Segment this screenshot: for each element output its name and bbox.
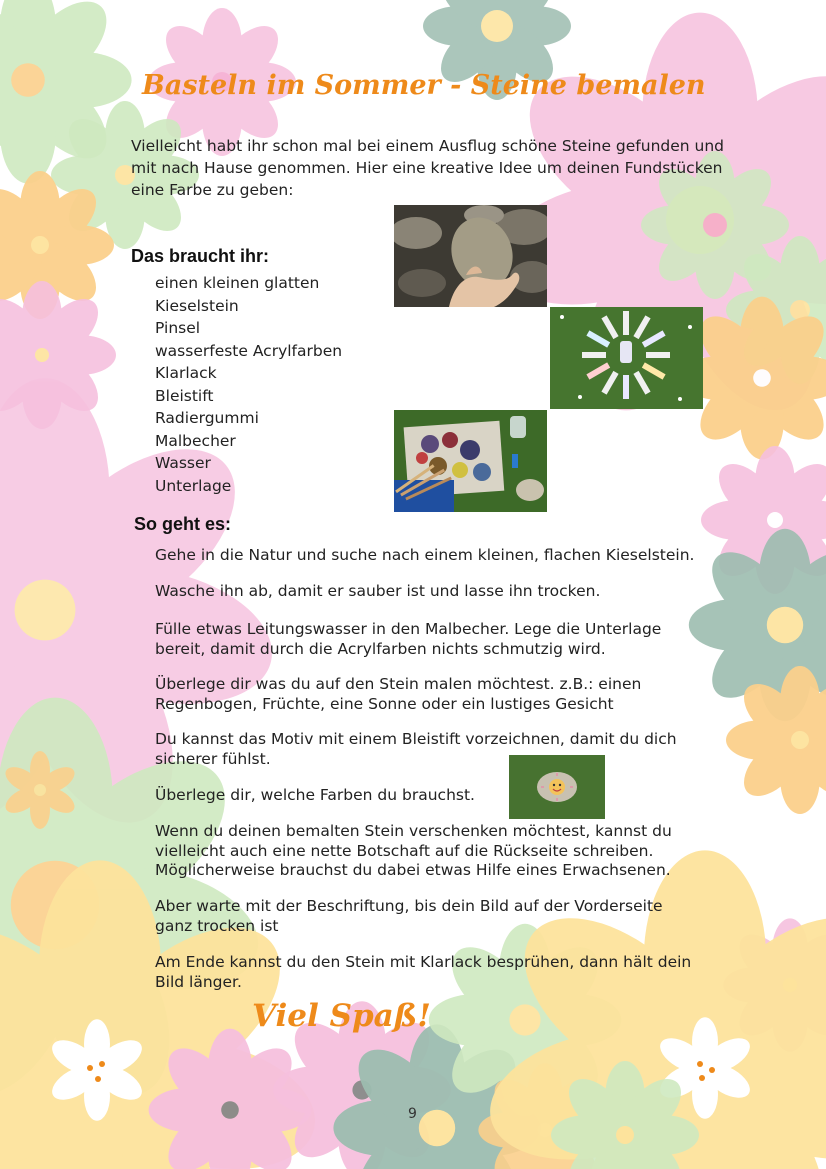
dot-orange-2 [99, 1061, 105, 1067]
list-item: Radiergummi [155, 409, 259, 427]
closing-message: Viel Spaß! [252, 998, 431, 1034]
materials-list [155, 272, 342, 497]
intro-paragraph: Vielleicht habt ihr schon mal bei einem Ausflug schöne Steine gefunden und mit nach Hause genommen. Hier eine kreative Idee um deinen Fundstücken eine Farbe zu geben: [131, 137, 725, 199]
step-6: Überlege dir, welche Farben du brauchst. [155, 786, 475, 804]
dot-orange-4 [697, 1061, 703, 1067]
list-item: Kieselstein [155, 296, 239, 315]
instructions-heading: So geht es: [134, 514, 232, 534]
step-8: Aber warte mit der Beschriftung, bis dein Bild auf der Vorderseite ganz trocken ist [155, 897, 663, 935]
step-9: Am Ende kannst du den Stein mit Klarlack besprühen, dann hält dein Bild länger. [155, 953, 692, 991]
dot-orange-3 [95, 1076, 101, 1082]
step-7: Wenn du deinen bemalten Stein verschenken möchtest, kannst du vielleicht auch eine nette Botschaft auf die Rückseite schreiben. Möglicherweise brauchst du dabei etwas Hilfe eines Erwachsenen. [155, 822, 672, 879]
list-item: einen kleinen glatten [155, 274, 320, 292]
step-5: Du kannst das Motiv mit einem Bleistift vorzeichnen, damit du dich sicherer fühlst. [155, 730, 677, 768]
dot-orange-6 [699, 1075, 705, 1081]
list-item: Malbecher [155, 431, 236, 450]
step-2: Wasche ihn ab, damit er sauber ist und lasse ihn trocken. [155, 582, 601, 600]
list-item: Pinsel [155, 319, 201, 337]
dot-orange-5 [709, 1067, 715, 1073]
step-1: Gehe in die Natur und suche nach einem kleinen, flachen Kieselstein. [155, 546, 695, 564]
list-item: Bleistift [155, 386, 214, 405]
photo-hand-holding-stone [394, 205, 547, 307]
step-4: Überlege dir was du auf den Stein malen möchtest. z.B.: einen Regenbogen, Früchte, eine Sonne oder ein lustiges Gesicht [155, 675, 642, 713]
photo-painted-stone [509, 755, 605, 819]
page-number: 9 [408, 1106, 417, 1122]
step-3: Fülle etwas Leitungswasser in den Malbecher. Lege die Unterlage bereit, damit durch die Acrylfarben nichts schmutzig wird. [155, 620, 662, 658]
list-item: Wasser [155, 454, 211, 472]
list-item: Unterlage [155, 476, 232, 495]
list-item: Klarlack [155, 364, 217, 382]
photo-palette-and-brushes [394, 410, 547, 512]
dot-orange-1 [87, 1065, 93, 1071]
photo-paint-tubes-on-grass [550, 307, 703, 409]
page-title: Basteln im Sommer - Steine bemalen [142, 70, 706, 101]
list-item: wasserfeste Acrylfarben [155, 341, 343, 360]
materials-heading: Das braucht ihr: [131, 246, 270, 266]
